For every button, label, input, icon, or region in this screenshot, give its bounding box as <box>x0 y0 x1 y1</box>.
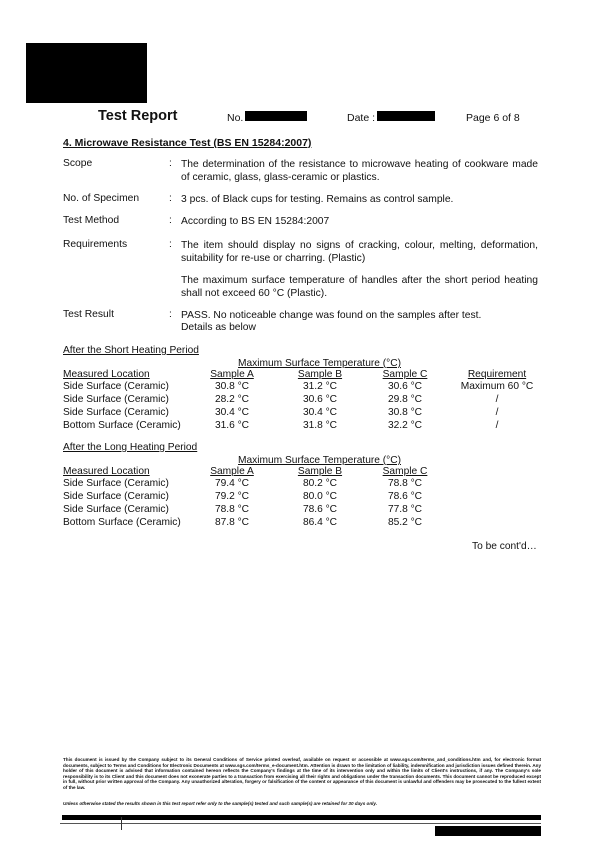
table-cell: 28.2 °C <box>214 394 250 405</box>
table-cell: 78.6 °C <box>302 504 338 515</box>
footer-address-redacted <box>435 826 541 836</box>
report-date-label: Date : <box>347 112 376 124</box>
table-cell: 78.6 °C <box>387 491 423 502</box>
row-colon: : <box>169 239 172 250</box>
long-col-sample-b: Sample B <box>297 466 343 477</box>
long-table-title: After the Long Heating Period <box>63 442 198 453</box>
table-cell: 87.8 °C <box>214 517 250 528</box>
table-cell: 79.2 °C <box>214 491 250 502</box>
table-cell: Side Surface (Ceramic) <box>63 381 169 392</box>
row-label-test-method: Test Method <box>63 215 120 226</box>
table-cell: 78.8 °C <box>214 504 250 515</box>
table-cell: 80.2 °C <box>302 478 338 489</box>
report-no-redacted <box>245 111 307 121</box>
row-label-test-result: Test Result <box>63 309 114 320</box>
footer-disclaimer: This document is issued by the Company subject to its General Conditions of Service printed overleaf, available on request or accessible at www.sgs.com/terms_and_conditions.htm and, for electronic format documents, subject to Terms and Conditions for Electronic Documents at www.sgs.com/terms_e-document.htm. Attention is drawn to the limitation of liability, indemnification and jurisdiction issues defined therein. Any holder of this document is advised that information contained hereon reflects the Company's findings at the time of its intervention only and within the limits of Client's instructions, if any. The Company's sole responsibility is to its Client and this document does not exonerate parties to a transaction from exercising all their rights and obligations under the transaction documents. This document cannot be reproduced except in full, without prior written approval of the Company. Any unauthorized alteration, forgery or falsification of the content or appearance of this document is unlawful and offenders may be prosecuted to the fullest extent of the law. <box>63 757 541 790</box>
row-value-requirements: The item should display no signs of cracking, colour, melting, deformation, suitability for re-use or charring. (Plastic) <box>181 240 538 264</box>
table-cell: 85.2 °C <box>387 517 423 528</box>
report-date-redacted <box>377 111 435 121</box>
long-col-sample-a: Sample A <box>210 466 254 477</box>
table-cell: 30.4 °C <box>214 407 250 418</box>
table-cell: Side Surface (Ceramic) <box>63 491 169 502</box>
row-colon: : <box>169 215 172 226</box>
row-value-test-result: PASS. No noticeable change was found on the samples after test. <box>181 310 482 321</box>
short-table-group-header: Maximum Surface Temperature (°C) <box>238 358 401 369</box>
row-value-test-method: According to BS EN 15284:2007 <box>181 216 330 227</box>
table-cell: 31.6 °C <box>214 420 250 431</box>
table-cell: 30.4 °C <box>302 407 338 418</box>
table-cell: 29.8 °C <box>387 394 423 405</box>
table-cell: 30.6 °C <box>387 381 423 392</box>
long-col-location: Measured Location <box>63 466 150 477</box>
short-col-sample-c: Sample C <box>382 369 428 380</box>
table-cell: Side Surface (Ceramic) <box>63 478 169 489</box>
table-cell: 86.4 °C <box>302 517 338 528</box>
footer-rule <box>60 823 541 824</box>
table-cell: 32.2 °C <box>387 420 423 431</box>
row-value-specimen: 3 pcs. of Black cups for testing. Remains as control sample. <box>181 194 454 205</box>
table-cell: Bottom Surface (Ceramic) <box>63 420 181 431</box>
table-cell: 30.8 °C <box>214 381 250 392</box>
table-cell: 30.6 °C <box>302 394 338 405</box>
row-colon: : <box>169 193 172 204</box>
short-col-sample-a: Sample A <box>210 369 254 380</box>
footer-bar <box>62 815 541 820</box>
report-no-label: No. <box>227 112 244 124</box>
table-cell: 80.0 °C <box>302 491 338 502</box>
table-cell: 31.8 °C <box>302 420 338 431</box>
table-cell: 79.4 °C <box>214 478 250 489</box>
long-col-sample-c: Sample C <box>382 466 428 477</box>
row-label-specimen: No. of Specimen <box>63 193 140 204</box>
section-title: 4. Microwave Resistance Test (BS EN 15284:2007) <box>63 137 312 149</box>
table-cell: / <box>495 420 499 431</box>
table-cell: Side Surface (Ceramic) <box>63 407 169 418</box>
report-title: Test Report <box>98 108 178 124</box>
row-colon: : <box>169 309 172 320</box>
row-label-requirements: Requirements <box>63 239 128 250</box>
row-value-requirements-2: The maximum surface temperature of handles after the short period heating shall not exceed 60 °C (Plastic). <box>181 275 538 299</box>
footer-tick <box>121 817 122 830</box>
short-table-title: After the Short Heating Period <box>63 345 199 356</box>
long-table-group-header: Maximum Surface Temperature (°C) <box>238 455 401 466</box>
table-cell: Maximum 60 °C <box>460 381 534 392</box>
row-value-scope: The determination of the resistance to microwave heating of cookware made of ceramic, glass, glass-ceramic or plastics. <box>181 159 538 183</box>
table-cell: 77.8 °C <box>387 504 423 515</box>
table-cell: / <box>495 394 499 405</box>
table-cell: Bottom Surface (Ceramic) <box>63 517 181 528</box>
continued-note: To be cont'd… <box>472 541 537 552</box>
row-value-test-result-2: Details as below <box>181 322 256 333</box>
company-logo-redacted <box>26 43 147 103</box>
table-cell: 78.8 °C <box>387 478 423 489</box>
table-cell: Side Surface (Ceramic) <box>63 394 169 405</box>
short-col-sample-b: Sample B <box>297 369 343 380</box>
short-col-location: Measured Location <box>63 369 150 380</box>
table-cell: / <box>495 407 499 418</box>
row-colon: : <box>169 158 172 169</box>
table-cell: Side Surface (Ceramic) <box>63 504 169 515</box>
table-cell: 31.2 °C <box>302 381 338 392</box>
short-col-requirement: Requirement <box>467 369 527 380</box>
row-label-scope: Scope <box>63 158 93 169</box>
page-number: Page 6 of 8 <box>466 112 520 124</box>
footer-note: Unless otherwise stated the results shown in this test report refer only to the sample(s) tested and such sample(s) are retained for 30 days only. <box>63 801 378 806</box>
table-cell: 30.8 °C <box>387 407 423 418</box>
